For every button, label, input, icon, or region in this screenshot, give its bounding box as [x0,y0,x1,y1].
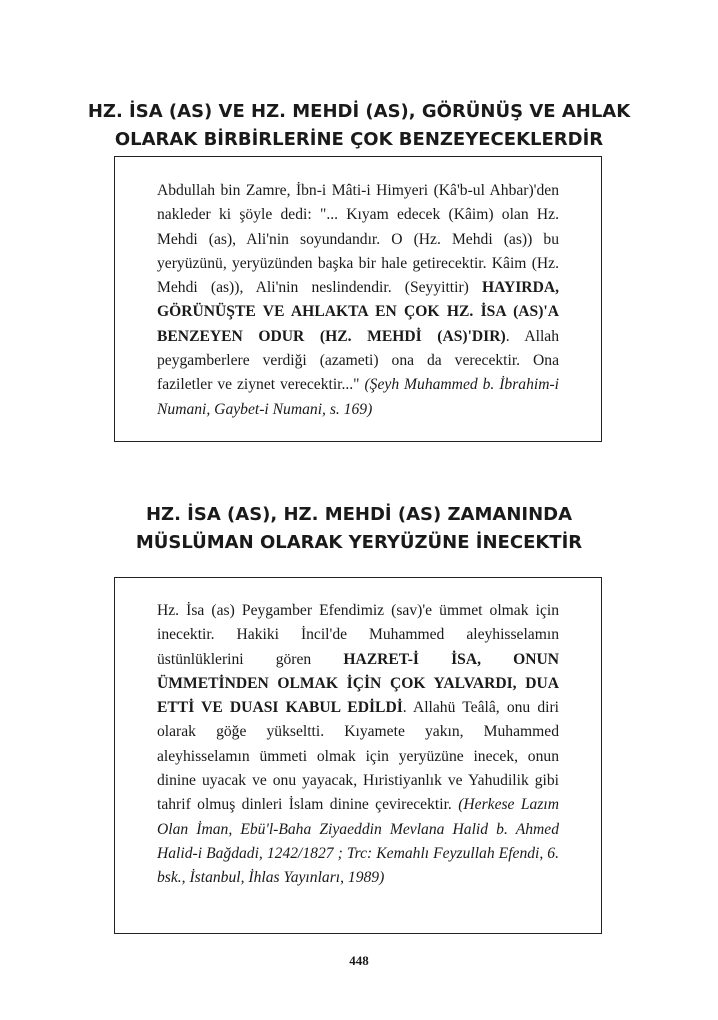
quote-2-emphasis: HAZRET-İ İSA, ONUN ÜMMETİNDEN OLMAK İÇİN ÇOK YALVARDI, DUA ETTİ VE DUASI KABUL EDİLDİ [157,650,559,717]
section-2-heading-line-2: MÜSLÜMAN OLARAK YERYÜZÜNE İNECEKTİR [135,532,583,554]
quote-1-body-continued: . Allah peygamberlere verdiği (azameti) ona da verecektir. Ona faziletler ve ziynet verecektir..." [157,327,559,394]
section-2-heading-line-1: HZ. İSA (AS), HZ. MEHDİ (AS) ZAMANINDA [145,504,573,526]
quote-1-body: Abdullah bin Zamre, İbn-i Mâti-i Himyeri (Kâ'b-ul Ahbar)'den nakleder ki şöyle dedi: "... Kıyam edecek (Kâim) olan Hz. Mehdi (as), Ali'nin soyundandır. O (Hz. Mehdi (as)) bu yeryüzünü, yeryüzünden başka bir hale getirecektir. Kâim (Hz. Mehdi (as)), Ali'nin neslindendir. (Seyyittir) [157,182,559,297]
quote-1-citation: (Şeyh Muhammed b. İbrahim-i Numani, Gaybet-i Numani, s. 169) [157,376,559,418]
quote-box-2-text [157,599,559,891]
section-1-heading-line-2: OLARAK BİRBİRLERİNE ÇOK BENZEYECEKLERDİR [114,129,604,151]
quote-box-1-text [157,179,559,422]
quote-box-2 [114,577,602,934]
page-number: 448 [349,953,369,968]
quote-1-emphasis: HAYIRDA, GÖRÜNÜŞTE VE AHLAKTA EN ÇOK HZ. İSA (AS)'A BENZEYEN ODUR (HZ. MEHDİ (AS)'DIR) [157,279,559,345]
section-1-heading-line-1: HZ. İSA (AS) VE HZ. MEHDİ (AS), GÖRÜNÜŞ VE AHLAK [87,101,631,123]
section-1-heading [60,98,658,154]
section-2-heading [60,501,658,557]
quote-2-body: Hz. İsa (as) Peygamber Efendimiz (sav)'e ümmet olmak için inecektir. Hakiki İncil'de Muhammed aleyhisselamın üstünlüklerini gören [157,602,559,668]
quote-2-body-continued: . Allahü Teâlâ, onu diri olarak göğe yükseltti. Kıyamete yakın, Muhammed aleyhisselamın ümmeti olmak için yeryüzüne inecek, onun dinine uyacak ve onu yayacak, Hıristiyanlık ve Yahudilik gibi tahrif olmuş dinleri İslam dinine çevirecektir. [157,699,559,814]
quote-box-1 [114,156,602,442]
quote-2-citation: (Herkese Lazım Olan İman, Ebü'l-Baha Ziyaeddin Mevlana Halid b. Ahmed Halid-i Bağdadi, 1242/1827 ; Trc: Kemahlı Feyzullah Efendi, 6. bsk., İstanbul, İhlas Yayınları, 1989) [157,796,560,887]
